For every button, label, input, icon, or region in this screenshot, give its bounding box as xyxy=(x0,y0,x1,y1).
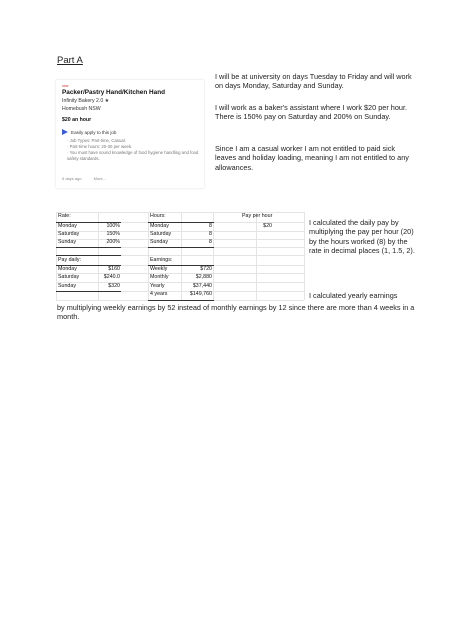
earnings-value: $149,760 xyxy=(189,291,212,297)
paragraph-daily-pay: I calculated the daily pay by multiplying the pay per hour (20) by the hours worked (8) by the rate in decimal places (1, 1.5, 2). xyxy=(309,218,415,256)
job-bullet: · Job Types: Part-time, Casual. xyxy=(67,138,205,144)
earnings-period: Weekly xyxy=(150,266,168,272)
earnings-period: 4 years xyxy=(150,291,168,297)
part-title: Part A xyxy=(57,55,83,66)
hours-value: 8 xyxy=(209,223,212,229)
paragraph-work-days: I will be at university on days Tuesday to Friday and will work on days Monday, Saturday and Sunday. xyxy=(215,72,412,91)
rate-value: 200% xyxy=(106,239,120,245)
rate-value: 100% xyxy=(106,223,120,229)
job-location: Homebush NSW xyxy=(62,106,101,112)
pay-daily-value: $320 xyxy=(108,283,120,289)
pay-daily-header: Pay daily: xyxy=(58,257,81,263)
more-link[interactable]: More... xyxy=(93,176,107,181)
rate-header: Rate: xyxy=(58,213,71,219)
job-bullets xyxy=(62,138,205,162)
rate-day: Sunday xyxy=(58,239,76,245)
job-bullet: · You must have sound knowledge of food hygiene handling and food safety standards. xyxy=(67,150,205,162)
pay-per-hour-header: Pay per hour xyxy=(242,213,273,219)
pay-daily-day: Saturday xyxy=(58,274,80,280)
rate-value: 150% xyxy=(106,231,120,237)
posted-date: 5 days ago xyxy=(62,176,82,181)
rate-day: Saturday xyxy=(58,231,80,237)
new-tag: new xyxy=(62,84,69,88)
rate-day: Monday xyxy=(58,223,77,229)
pay-daily-value: $160 xyxy=(108,266,120,272)
hours-day: Sunday xyxy=(150,239,168,245)
hours-header: Hours: xyxy=(150,213,166,219)
paragraph-yearly-earnings: I calculated yearly earnings xyxy=(309,291,398,300)
arrow-icon xyxy=(62,129,68,135)
earnings-period: Monthly xyxy=(150,274,169,280)
earnings-value: $37,440 xyxy=(192,283,212,289)
hours-value: 8 xyxy=(209,239,212,245)
earnings-header: Earnings: xyxy=(150,257,173,263)
job-pay: $20 an hour xyxy=(62,117,92,123)
earnings-period: Yearly xyxy=(150,283,165,289)
paragraph-casual-worker: Since I am a casual worker I am not entitled to paid sick leaves and holiday loading, meaning I am not entitled to any allowances. xyxy=(215,144,409,172)
job-listing-card[interactable] xyxy=(56,80,204,188)
hours-day: Saturday xyxy=(150,231,172,237)
hours-value: 8 xyxy=(209,231,212,237)
paragraph-yearly-explanation: by multiplying weekly earnings by 52 instead of monthly earnings by 12 since there are more than 4 weeks in a month. xyxy=(57,303,415,322)
easy-apply-label: Easily apply to this job xyxy=(71,129,117,135)
hours-day: Monday xyxy=(150,223,169,229)
company-name: Infinity Bakery 2.0 ★ xyxy=(62,98,110,104)
pay-daily-day: Monday xyxy=(58,266,77,272)
earnings-value: $720 xyxy=(200,266,212,272)
job-title[interactable]: Packer/Pastry Hand/Kitchen Hand xyxy=(62,89,165,96)
paragraph-pay-rate: I will work as a baker's assistant where I work $20 per hour. There is 150% pay on Saturday and 200% on Sunday. xyxy=(215,103,408,122)
earnings-value: $2,880 xyxy=(195,274,212,280)
job-meta xyxy=(62,176,106,181)
spreadsheet xyxy=(56,212,304,302)
pay-per-hour-value: $20 xyxy=(263,223,272,229)
pay-daily-value: $240.0 xyxy=(103,274,120,280)
pay-daily-day: Sunday xyxy=(58,283,76,289)
job-bullet: · Part-time hours: 20-30 per week. xyxy=(67,144,205,150)
easy-apply xyxy=(62,129,116,135)
